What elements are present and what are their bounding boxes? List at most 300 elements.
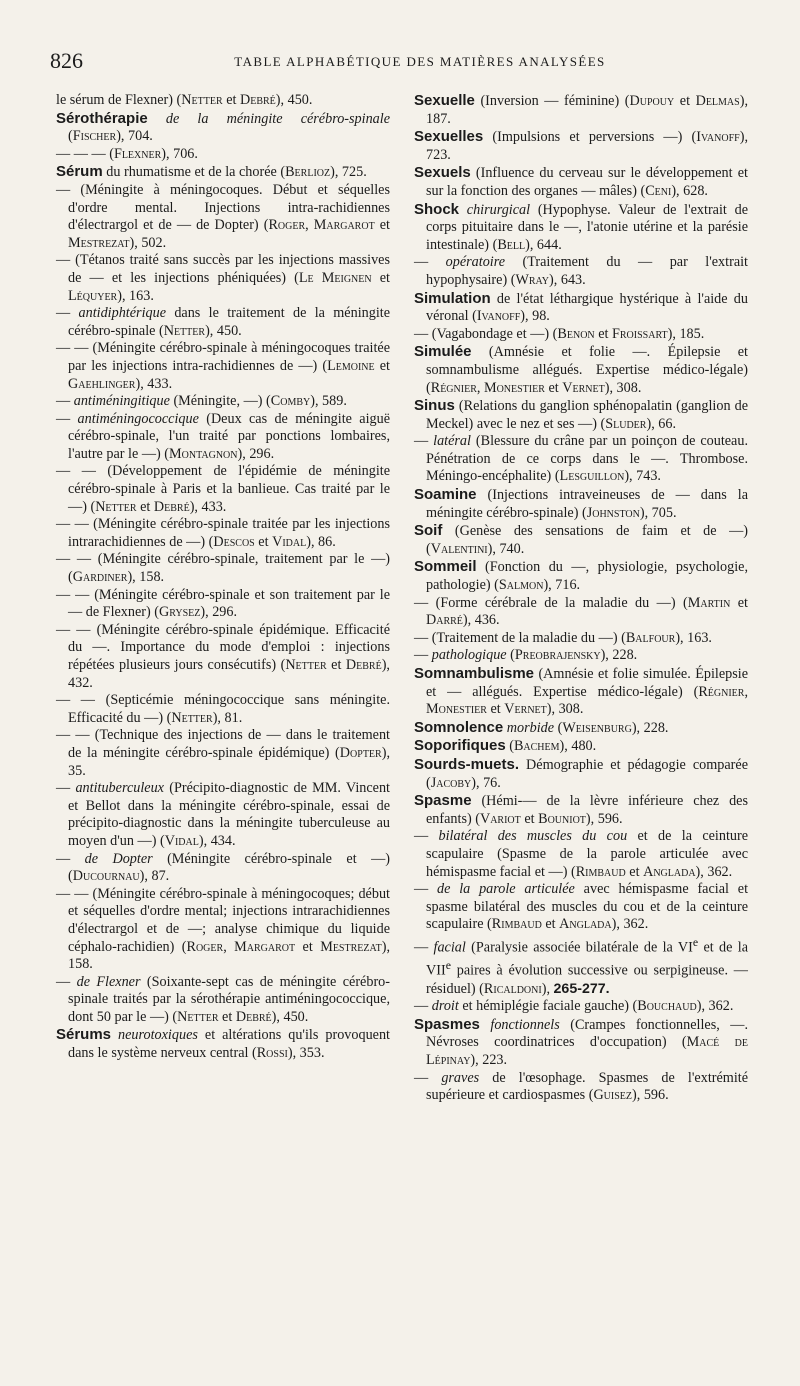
author-name: Darré	[426, 612, 463, 629]
entry-text: (Inversion — féminine) (	[474, 93, 630, 109]
author-name: Weisenburg	[562, 719, 632, 736]
entry-text: ), 81.	[212, 709, 243, 726]
entry-headword: Spasme	[414, 792, 472, 810]
entry-text: et hémiplégie faciale gauche) (	[458, 998, 638, 1015]
entry-text: ), 228.	[631, 719, 669, 736]
index-entry	[414, 558, 748, 594]
index-entry	[414, 934, 748, 998]
entry-text: ), 296.	[200, 604, 238, 621]
entry-text: (Relations du ganglion sphénopalatin (ganglion de Meckel) avec le nez et ses —) (	[426, 398, 748, 432]
entry-text: — — (Méningite cérébro-spinale traitée par les injections intrarachidiennes de —) (	[56, 516, 390, 550]
index-entry	[414, 792, 748, 828]
author-name: Martin	[687, 594, 731, 611]
entry-text: ), 87.	[139, 868, 170, 885]
right-column	[414, 92, 748, 1105]
entry-text: de l'œsophage. Spasmes de l'extrémité supérieure et cardiospasmes (	[426, 1069, 749, 1104]
author-name: Delmas	[695, 93, 740, 109]
entry-headword: Sexuelles	[414, 128, 484, 146]
author-name: Vernet	[504, 701, 547, 718]
index-entry	[414, 92, 748, 128]
author-name: Lemoine	[327, 357, 375, 374]
entry-text: et	[486, 701, 505, 718]
entry-headword: Sourds-muets.	[414, 755, 520, 773]
entry-text: —	[414, 881, 438, 898]
entry-text: ), 706.	[161, 145, 198, 162]
entry-text: ), 308.	[546, 701, 584, 718]
author-name: Mestrezat	[68, 234, 130, 251]
entry-headword: Simulation	[414, 289, 491, 307]
index-entry	[414, 1016, 748, 1070]
entry-text: ), 723.	[426, 129, 748, 163]
author-name: Margarot	[313, 217, 375, 234]
index-entry	[414, 998, 748, 1016]
entry-qualifier: latéral	[433, 433, 471, 450]
entry-qualifier: neurotoxiques	[118, 1027, 198, 1044]
author-name: Anglada	[643, 863, 696, 880]
entry-text: et	[254, 533, 273, 550]
entry-text: ), 436.	[462, 612, 500, 629]
entry-headword: Sérums	[56, 1026, 112, 1044]
author-name: Vernet	[562, 379, 605, 396]
index-entry	[56, 252, 390, 305]
entry-text: —	[56, 305, 79, 322]
entry-text: — — (Méningite cérébro-spinale à méningocoques; début et séquelles d'ordre mental; injections intrarachidiennes d'électrargol et de —; analyse chimique du liquide céphalo-rachidien) (	[56, 885, 390, 955]
author-name: Netter	[177, 1008, 219, 1025]
entry-text: ), 66.	[646, 415, 677, 432]
index-entry	[414, 1070, 748, 1105]
entry-text: (Hypophyse. Valeur de l'extrait de corps pituitaire dans le —, l'atonie utérine et la parésie intestinale) (	[426, 201, 748, 253]
entry-text: —	[56, 973, 77, 990]
entry-text: e	[445, 958, 451, 973]
entry-qualifier: fonctionnels	[490, 1016, 560, 1033]
index-entry	[414, 201, 748, 255]
author-name: Comby	[270, 393, 311, 410]
entry-text: ), 98.	[520, 308, 550, 325]
entry-text: ), 434.	[198, 832, 236, 849]
entry-text: — — (Méningite cérébro-spinale et son traitement par le — de Flexner) (	[56, 586, 390, 621]
entry-text: (Blessure du crâne par un poinçon de couteau. Pénétration de ce corps dans le —. Thrombose. Méningo-encéphalite) (	[426, 433, 748, 485]
entry-text: ,	[305, 217, 314, 234]
entry-text: — — (Technique des injections de — dans le traitement de la méningite cérébro-spinale épidémique) (	[56, 727, 390, 761]
entry-text: (Soixante-sept cas de méningite cérébro-spinale traités par la sérothérapie antiméningococcique, dont 50 par le —) (	[68, 973, 390, 1025]
author-name: Netter	[285, 657, 327, 673]
entry-qualifier: de la parole articulée	[437, 881, 575, 898]
author-name: Bouniot	[538, 810, 586, 827]
entry-text: ,	[744, 683, 748, 700]
entry-qualifier: antiméningitique	[73, 393, 170, 410]
entry-text: (Amnésie et folie simulée. Épilepsie et — allégués. Expertise médico-légale) (	[426, 666, 748, 700]
entry-text: ,	[476, 379, 484, 396]
author-name: Variot	[479, 810, 521, 827]
author-name: Rimbaud	[491, 916, 542, 933]
entry-text: ), 362.	[696, 998, 734, 1015]
index-entry	[56, 587, 390, 622]
index-entry	[414, 630, 748, 648]
entry-text: —	[56, 410, 78, 427]
author-name: Monestier	[426, 701, 487, 718]
index-entry	[56, 411, 390, 464]
entry-text: — — (Méningite cérébro-spinale à méningocoques traitée par les injections intra-rachidiennes de —) (	[56, 340, 390, 374]
entry-text: — (Méningite à méningocoques. Début et séquelles d'ordre mental. Injections intra-rachidiennes d'électrargol et de — de Dopter) (	[56, 181, 390, 234]
entry-text: (	[505, 738, 514, 755]
entry-text: et	[625, 863, 644, 880]
entry-headword: Sommeil	[414, 558, 477, 576]
index-entry	[56, 780, 390, 850]
entry-headword: Sexuels	[414, 164, 471, 182]
index-entry	[56, 551, 390, 586]
entry-headword: Soif	[414, 522, 443, 540]
index-entry	[56, 340, 390, 393]
entry-text: ), 628.	[671, 182, 708, 199]
index-entry	[414, 595, 748, 630]
index-entry	[414, 486, 748, 522]
author-name: Roger	[186, 938, 224, 955]
entry-text	[480, 1017, 491, 1033]
entry-qualifier: antidiphtérique	[78, 305, 166, 322]
entry-text: —	[414, 939, 434, 956]
entry-text: et	[541, 916, 560, 933]
entry-text	[459, 202, 467, 218]
entry-text: ), 163.	[117, 287, 154, 304]
entry-text: et	[218, 1008, 236, 1025]
entry-text: ,	[223, 938, 235, 955]
entry-headword: Simulée	[414, 343, 472, 361]
author-name: Berlioz	[285, 164, 331, 181]
index-entry	[414, 343, 748, 397]
entry-qualifier: antituberculeux	[75, 780, 164, 797]
entry-headword: Sérothérapie	[56, 109, 148, 127]
entry-text: (Deux cas de méningite aiguë cérébro-spinale, l'un traité par ponctions lombaires, l'autre par le —) (	[68, 410, 391, 462]
entry-text: ), 353.	[287, 1045, 325, 1062]
author-name: Régnier	[698, 683, 745, 700]
entry-text: — — (Développement de l'épidémie de méningite cérébro-spinale à Paris et la banlieue. Cas traité par le —) (	[56, 463, 390, 515]
entry-text: ), 158.	[127, 569, 165, 586]
entry-text: (Injections intraveineuses de — dans la méningite cérébro-spinale) (	[426, 487, 748, 521]
author-name: Guisez	[593, 1087, 633, 1104]
entry-text: ), 716.	[543, 577, 581, 594]
author-name: Netter	[95, 498, 137, 515]
entry-text: et	[136, 498, 154, 515]
entry-text: —	[414, 1069, 442, 1086]
entry-headword: Soamine	[414, 486, 477, 504]
entry-text: (Traitement du — par l'extrait hypophysaire) (	[426, 254, 748, 288]
entry-text: —	[414, 433, 434, 450]
author-name: Dopter	[339, 744, 382, 761]
entry-text: ), 705.	[639, 504, 677, 521]
index-entry	[56, 692, 390, 727]
entry-text: — (Tétanos traité sans succès par les injections massives de — et les injections phéniquées) (	[56, 252, 390, 286]
entry-text: —	[414, 998, 432, 1015]
entry-text: (Méningite cérébro-spinale et —) (	[68, 850, 390, 885]
author-name: Gaehlinger	[68, 375, 136, 392]
entry-text: (	[554, 719, 563, 736]
entry-text: —	[56, 393, 74, 410]
entry-text: ), 187.	[426, 93, 748, 127]
author-name: Régnier	[430, 379, 477, 396]
author-name: Netter	[171, 709, 213, 726]
entry-qualifier: facial	[433, 939, 466, 956]
index-entry	[414, 522, 748, 558]
entry-text: ), 589.	[310, 393, 347, 410]
entry-text: ), 296.	[237, 445, 275, 462]
author-name: Dupouy	[629, 93, 675, 109]
index-entry	[56, 516, 390, 551]
running-title: TABLE ALPHABÉTIQUE DES MATIÈRES ANALYSÉES	[234, 54, 606, 69]
entry-text	[148, 111, 166, 127]
author-name: Rossi	[256, 1045, 288, 1062]
author-name: Netter	[163, 322, 206, 339]
entry-text: et	[374, 357, 390, 374]
entry-text: — (Forme cérébrale de la maladie du —) (	[414, 594, 688, 611]
index-entry	[56, 305, 390, 340]
author-name: Margarot	[234, 938, 296, 955]
entry-text: ), 450.	[271, 1008, 309, 1025]
index-entry	[414, 397, 748, 433]
entry-text: — — (Méningite cérébro-spinale, traitement par le —) (	[56, 551, 390, 586]
entry-headword: Sérum	[56, 163, 103, 181]
author-name: Froissart	[612, 325, 668, 342]
author-name: Valentini	[430, 540, 488, 557]
entry-text: et de la VII	[426, 939, 748, 979]
entry-text: ),	[541, 980, 554, 997]
entry-text: 265-277.	[553, 980, 610, 997]
author-name: Debré	[345, 657, 382, 673]
entry-text: et de la ceinture scapulaire (Spasme de la parole articulée avec hémispasme facial et —) (	[426, 828, 749, 880]
entry-text: — — (Méningite cérébro-spinale épidémique. Efficacité du —. Importance du mode d'emploi : injections répétées plusieurs jours consécutifs) (	[56, 621, 390, 673]
author-name: Rimbaud	[575, 863, 626, 880]
entry-text: et	[374, 217, 390, 234]
entry-text: —	[414, 828, 439, 845]
index-entry	[56, 182, 390, 252]
author-name: Ducournau	[72, 868, 140, 885]
entry-qualifier: bilatéral des muscles du cou	[438, 828, 628, 845]
entry-text: ), 644.	[525, 236, 562, 253]
author-name: Bouchaud	[637, 998, 697, 1015]
author-name: Roger	[268, 217, 306, 234]
entry-text: ), 433.	[135, 375, 173, 392]
entry-text: ), 450.	[205, 322, 242, 339]
author-name: Benon	[557, 325, 595, 342]
entry-text: ), 158.	[68, 938, 390, 973]
index-entry	[414, 128, 748, 164]
author-name: Le Meignen	[298, 269, 372, 286]
entry-text: (	[506, 647, 515, 664]
index-entry	[414, 665, 748, 719]
entry-qualifier: antiméningococcique	[77, 410, 199, 427]
entry-text: ), 362.	[695, 863, 733, 880]
index-entry	[56, 851, 390, 886]
author-name: Macé de Lépinay	[426, 1034, 748, 1068]
index-entry	[414, 881, 748, 934]
author-name: Johnston	[586, 504, 640, 521]
entry-text: ), 433.	[189, 498, 227, 515]
entry-text: ), 163.	[675, 629, 712, 646]
entry-text: ), 35.	[68, 744, 390, 779]
entry-text: (Hémi-— de la lèvre inférieure chez des enfants) (	[426, 793, 748, 827]
entry-text: (Genèse des sensations de faim et de —) (	[426, 523, 748, 557]
entry-text: ), 596.	[585, 810, 623, 827]
entry-text: — (Vagabondage et —) (	[414, 325, 558, 342]
entry-text: ), 308.	[604, 379, 642, 396]
author-name: Debré	[239, 92, 276, 108]
entry-text: ), 432.	[68, 657, 390, 691]
index-entry	[56, 110, 390, 146]
author-name: Salmon	[498, 577, 544, 594]
entry-text: et altérations qu'ils provoquent dans le système nerveux central (	[68, 1027, 390, 1062]
author-name: Flexner	[113, 145, 162, 162]
index-entry	[56, 727, 390, 780]
entry-text: et	[326, 657, 346, 673]
entry-text: et	[371, 269, 390, 286]
author-name: Fischer	[72, 128, 117, 145]
entry-headword: Soporifiques	[414, 737, 506, 755]
entry-text: ), 480.	[559, 738, 597, 755]
entry-text: Démographie et pédagogie comparée (	[426, 756, 748, 791]
entry-text: —	[414, 254, 446, 271]
index-entry	[56, 974, 390, 1027]
entry-text: —	[56, 780, 76, 797]
author-name: Bachem	[513, 738, 560, 755]
author-name: Gardiner	[72, 569, 128, 586]
author-name: Bell	[497, 236, 526, 253]
entry-text: le sérum de Flexner) (	[56, 92, 182, 108]
entry-headword: Shock	[414, 200, 460, 218]
entry-headword: Sinus	[414, 397, 455, 415]
entry-text: ), 643.	[549, 271, 586, 288]
entry-text: (Crampes fonctionnelles, —. Névroses coordinatrices d'occupation) (	[426, 1016, 749, 1051]
entry-qualifier: pathologique	[431, 647, 507, 664]
author-name: Ricaldoni	[483, 980, 542, 997]
entry-text: ), 362.	[611, 916, 649, 933]
entry-text: et	[544, 379, 563, 396]
index-entry	[414, 647, 748, 665]
entry-text: dans le traitement de la méningite cérébro-spinale (	[68, 305, 391, 339]
author-name: Ivanoff	[476, 308, 521, 325]
entry-text: —	[414, 647, 432, 664]
entry-qualifier: droit	[431, 998, 459, 1015]
author-name: Ivanoff	[696, 129, 740, 146]
entry-text: —	[56, 850, 85, 867]
entry-qualifier: morbide	[506, 719, 555, 736]
entry-text: de l'état léthargique hystérique à l'aide du véronal (	[426, 290, 748, 325]
author-name: Descos	[213, 533, 255, 550]
index-entry	[56, 1026, 390, 1062]
index-entry	[414, 290, 748, 326]
entry-text: (Paralysie associée bilatérale de la VI	[465, 939, 693, 956]
author-name: Sluder	[605, 415, 647, 432]
author-name: Vidal	[164, 832, 199, 849]
entry-text: (Amnésie et folie —. Épilepsie et somnambulisme allégués. Expertise médico-légale) (	[426, 344, 748, 396]
entry-text: et	[730, 594, 748, 611]
author-name: Netter	[181, 92, 223, 108]
index-entry	[414, 756, 748, 792]
page-number: 826	[50, 48, 83, 73]
entry-text: paires à évolution successive ou serpigineuse. — résiduel) (	[426, 962, 748, 997]
entry-text: ), 76.	[471, 774, 501, 791]
entry-text: (Impulsions et perversions —) (	[483, 129, 697, 146]
entry-text: ), 704.	[116, 128, 153, 145]
entry-qualifier: graves	[441, 1069, 480, 1086]
entry-qualifier: chirurgical	[466, 201, 531, 218]
author-name: Vidal	[272, 533, 307, 550]
entry-headword: Sexuelle	[414, 92, 475, 109]
entry-text: et	[520, 810, 539, 827]
author-name: Jacoby	[430, 774, 472, 791]
entry-text: et	[295, 938, 321, 955]
entry-qualifier: de Dopter	[84, 850, 153, 867]
index-entry	[414, 254, 748, 289]
entry-text: — (Traitement de la maladie du —) (	[414, 629, 626, 646]
author-name: Preobrajensky	[514, 647, 601, 664]
index-entry	[56, 393, 390, 411]
entry-text: ), 743.	[624, 468, 661, 485]
entry-text: et	[674, 93, 696, 109]
entry-text: (Précipito-diagnostic de MM. Vincent et Bellot dans la méningite cérébro-spinale, essai de précipito-diagnostic dans la méningite tuberculeuse au moyen d'un —) (	[68, 780, 390, 849]
author-name: Debré	[235, 1008, 272, 1025]
index-entry	[414, 828, 748, 881]
author-name: Balfour	[625, 629, 676, 646]
entry-text: ), 725.	[330, 164, 367, 181]
entry-text: — — — (	[56, 145, 114, 162]
entry-text: ), 740.	[487, 540, 525, 557]
entry-text: (Influence du cerveau sur le développement et sur la fonction des organes — mâles) (	[426, 165, 748, 199]
index-entry	[414, 737, 748, 756]
entry-text: ), 223.	[470, 1051, 508, 1068]
author-name: Debré	[153, 498, 190, 515]
entry-text: ), 86.	[306, 533, 336, 550]
index-entry	[414, 164, 748, 200]
author-name: Mestrezat	[320, 938, 382, 955]
entry-text: et	[594, 325, 612, 342]
entry-text: avec hémispasme facial et spasme bilatéral des muscles du cou et de la ceinture scapulaire (	[426, 881, 749, 933]
author-name: Lesguillon	[559, 468, 625, 485]
entry-text	[111, 1027, 118, 1043]
entry-headword: Somnolence	[414, 718, 504, 736]
entry-text: (Fonction du —, physiologie, psychologie, pathologie) (	[426, 559, 748, 594]
index-entry	[56, 886, 390, 974]
author-name: Léquyer	[68, 287, 118, 304]
left-column	[56, 92, 390, 1063]
index-entry	[56, 92, 390, 110]
author-name: Ceni	[645, 182, 672, 199]
entry-text: ), 228.	[600, 647, 638, 664]
entry-text: ), 450.	[275, 92, 313, 108]
index-entry	[56, 463, 390, 516]
index-entry	[414, 326, 748, 344]
entry-text: du rhumatisme et de la chorée (	[102, 164, 286, 181]
entry-headword: Somnambulisme	[414, 665, 535, 682]
entry-headword: Spasmes	[414, 1015, 480, 1033]
entry-text: et	[222, 92, 240, 108]
entry-text: ), 502.	[129, 234, 167, 251]
entry-text: ), 185.	[667, 325, 705, 342]
index-entry	[56, 146, 390, 164]
entry-qualifier: de Flexner	[76, 973, 141, 990]
entry-qualifier: opératoire	[445, 254, 506, 271]
author-name: Montagnon	[169, 445, 238, 462]
index-entry	[414, 719, 748, 738]
author-name: Monestier	[483, 379, 545, 396]
entry-text: (Méningite, —) (	[169, 393, 271, 410]
entry-text: e	[692, 934, 699, 949]
index-entry	[414, 433, 748, 486]
entry-qualifier: de la méningite cérébro-spinale	[165, 110, 390, 127]
author-name: Anglada	[559, 916, 612, 933]
index-entry	[56, 163, 390, 182]
author-name: Grysez	[159, 604, 201, 621]
entry-text: (	[68, 128, 73, 145]
index-entry	[56, 622, 390, 692]
